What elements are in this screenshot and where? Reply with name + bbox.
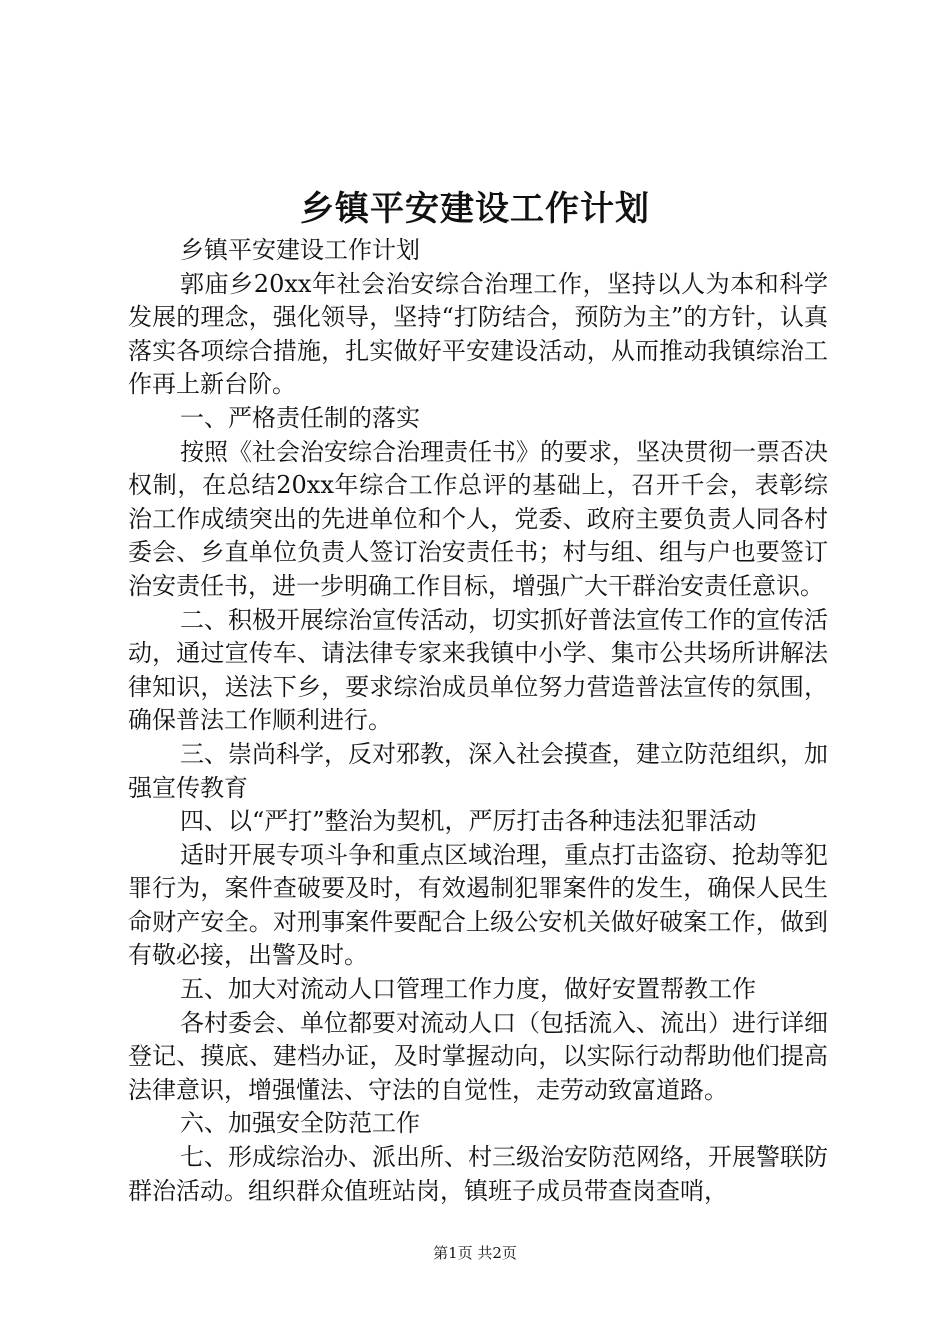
section-heading-1: 一、严格责任制的落实 (180, 403, 420, 432)
document-body (128, 234, 828, 1208)
section-heading-4: 四、以“严打”整治为契机，严厉打击各种违法犯罪活动 (180, 807, 757, 836)
paragraph-section-2: 二、积极开展综治宣传活动，切实抓好普法宣传工作的宣传活动，通过宣传车、请法律专家来我镇中小学、集市公共场所讲解法律知识，送法下乡，要求综治成员单位努力营造普法宣传的氛围，确保普法工作顺利进行。 (128, 605, 828, 735)
paragraph-section-4: 适时开展专项斗争和重点区域治理，重点打击盗窃、抢劫等犯罪行为，案件查破要及时，有效遏制犯罪案件的发生，确保人民生命财产安全。对刑事案件要配合上级公安机关做好破案工作，做到有敬必接，出警及时。 (128, 840, 828, 970)
section-heading-6: 六、加强安全防范工作 (180, 1109, 420, 1138)
paragraph-subtitle: 乡镇平安建设工作计划 (180, 236, 420, 264)
paragraph-section-1: 按照《社会治安综合治理责任书》的要求，坚决贯彻一票否决权制，在总结20xx年综合工作总评的基础上，召开千会，表彰综治工作成绩突出的先进单位和个人，党委、政府主要负责人同各村委会、乡直单位负责人签订治安责任书；村与组、组与户也要签订治安责任书，进一步明确工作目标，增强广大干群治安责任意识。 (128, 437, 828, 600)
paragraph-section-7: 七、形成综治办、派出所、村三级治安防范网络，开展警联防群治活动。组织群众值班站岗，镇班子成员带查岗查哨， (128, 1143, 828, 1205)
document-title: 乡镇平安建设工作计划 (300, 189, 650, 229)
section-heading-5: 五、加大对流动人口管理工作力度，做好安置帮教工作 (180, 975, 756, 1004)
paragraph-section-5: 各村委会、单位都要对流动人口（包括流入、流出）进行详细登记、摸底、建档办证，及时掌握动向，以实际行动帮助他们提高法律意识，增强懂法、守法的自觉性，走劳动致富道路。 (128, 1008, 828, 1104)
section-heading-3: 三、崇尚科学，反对邪教，深入社会摸查，建立防范组织，加强宣传教育 (128, 739, 828, 802)
page-footer: 第1页 共2页 (433, 1244, 517, 1262)
paragraph-intro: 郭庙乡20xx年社会治安综合治理工作，坚持以人为本和科学发展的理念，强化领导，坚持“打防结合，预防为主”的方针，认真落实各项综合措施，扎实做好平安建设活动，从而推动我镇综治工作再上新台阶。 (128, 269, 828, 399)
